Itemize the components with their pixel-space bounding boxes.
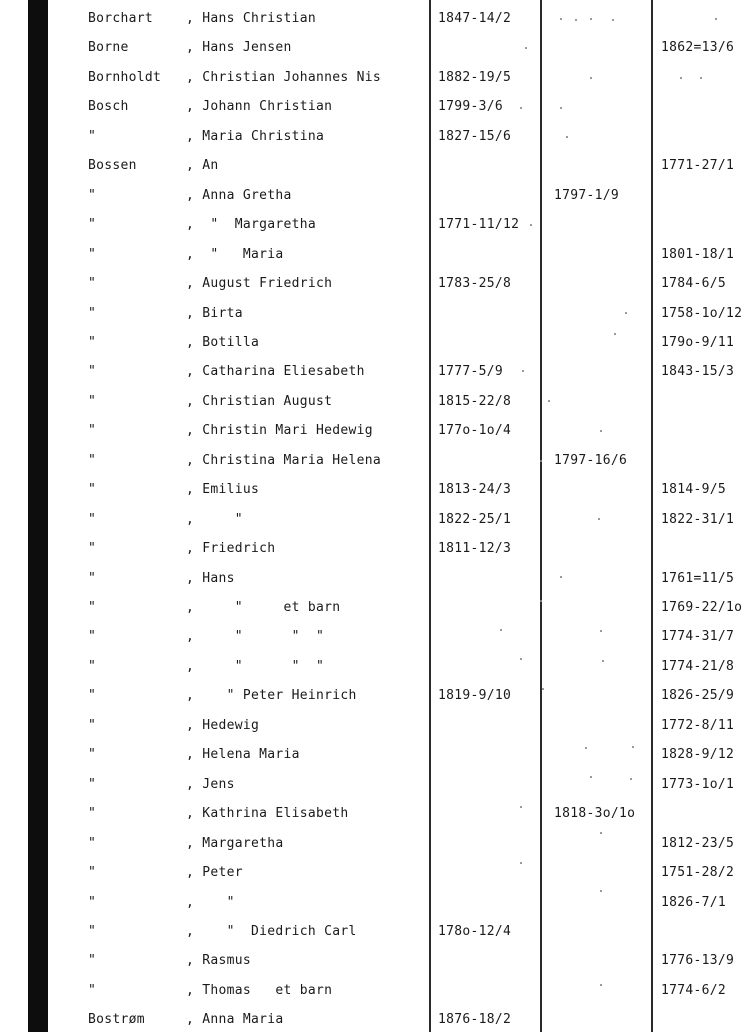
given-names-cell: , Christian Johannes Nis [186,69,382,85]
register-row [0,862,750,884]
register-row [0,597,750,619]
date-column-3-cell: 1826-25/9 [661,688,735,704]
surname-cell: Bosch [88,99,129,115]
date-column-3-cell: 179o-9/11 [661,334,735,350]
surname-cell: " [88,511,97,527]
date-column-3-cell: 1772-8/11 [661,717,735,733]
given-names-cell: , Hans Jensen [186,40,292,56]
surname-cell: " [88,364,97,380]
scan-speck [560,576,562,578]
surname-cell: " [88,276,97,292]
register-row [0,803,750,825]
register-row [0,67,750,89]
surname-cell: " [88,717,97,733]
scan-speck [560,107,562,109]
scan-speck [600,630,602,632]
scan-speck [600,890,602,892]
surname-cell: " [88,128,97,144]
register-row [0,420,750,442]
given-names-cell: , " [186,894,235,910]
given-names-cell: , Anna Maria [186,1012,284,1028]
date-column-2-cell: 1797-16/6 [554,452,628,468]
surname-cell: " [88,982,97,998]
given-names-cell: , Maria Christina [186,128,325,144]
scan-speck [600,430,602,432]
surname-cell: Bostrøm [88,1012,145,1028]
given-names-cell: , " et barn [186,600,341,615]
scan-speck [520,107,522,109]
date-column-1-cell: 1847-14/2 [438,11,512,26]
register-row [0,479,750,501]
surname-cell: " [88,423,97,439]
date-column-3-cell: 1773-1o/1 [661,776,735,792]
date-column-1-cell: 1882-19/5 [438,69,512,85]
scan-speck [520,658,522,660]
scan-speck [548,400,550,402]
given-names-cell: , Birta [186,305,243,321]
register-row [0,126,750,148]
scan-speck [625,312,627,314]
date-column-3-cell: 1822-31/1 [661,511,735,527]
register-row [0,244,750,266]
scan-speck [566,136,568,138]
scan-speck [600,832,602,834]
surname-cell: " [88,305,97,321]
register-row [0,980,750,1002]
register-row [0,774,750,796]
date-column-1-cell: 178o-12/4 [438,923,512,939]
register-row [0,626,750,648]
given-names-cell: , Peter [186,865,243,881]
surname-cell: " [88,600,97,615]
surname-cell: " [88,217,97,233]
date-column-3-cell: 1769-22/1o [661,600,743,615]
date-column-3-cell: 1843-15/3 [661,364,735,380]
given-names-cell: , Hedewig [186,717,260,733]
scan-speck [590,77,592,79]
surname-cell: " [88,658,97,674]
given-names-cell: , Christina Maria Helena [186,452,382,468]
scan-speck [602,660,604,662]
surname-cell: " [88,865,97,881]
surname-cell: " [88,747,97,763]
scan-speck [590,776,592,778]
register-row [0,715,750,737]
given-names-cell: , Christian August [186,393,333,409]
date-column-3-cell: 1774-31/7 [661,629,735,645]
date-column-1-cell: 1771-11/12 [438,217,520,233]
register-row [0,96,750,118]
given-names-cell: , " Margaretha [186,217,317,233]
surname-cell: " [88,482,97,498]
surname-cell: " [88,246,97,262]
register-row [0,892,750,914]
date-column-2-cell: 1818-3o/1o [554,806,636,822]
given-names-cell: , " [186,511,243,527]
scan-speck [520,806,522,808]
date-column-1-cell: 1813-24/3 [438,482,512,498]
scan-speck [715,18,717,20]
given-names-cell: , Rasmus [186,953,252,969]
surname-cell: " [88,923,97,939]
scan-speck [680,77,682,79]
register-row [0,509,750,531]
date-column-3-cell: 1828-9/12 [661,747,735,763]
register-row [0,361,750,383]
given-names-cell: , " Diedrich Carl [186,923,357,939]
date-column-3-cell: 1751-28/2 [661,865,735,881]
register-row [0,921,750,943]
surname-cell: Bornholdt [88,69,162,85]
date-column-1-cell: 1811-12/3 [438,541,512,557]
date-column-1-cell: 1815-22/8 [438,393,512,409]
given-names-cell: , " " " [186,629,325,645]
given-names-cell: , Botilla [186,334,260,350]
surname-cell: Bossen [88,158,137,174]
register-row [0,391,750,413]
register-row [0,214,750,236]
date-column-3-cell: 1814-9/5 [661,482,727,498]
date-column-3-cell: 1761=11/5 [661,570,735,586]
date-column-2-cell: 1797-1/9 [554,187,620,203]
scan-speck [525,47,527,49]
scan-speck [530,224,532,226]
surname-cell: " [88,629,97,645]
date-column-3-cell: 1826-7/1 [661,894,727,910]
date-column-3-cell: 1774-21/8 [661,658,735,674]
given-names-cell: , Emilius [186,482,260,498]
given-names-cell: , Helena Maria [186,747,300,763]
surname-cell: " [88,894,97,910]
register-row [0,656,750,678]
scan-speck [600,984,602,986]
date-column-3-cell: 1784-6/5 [661,276,727,292]
given-names-cell: , Christin Mari Hedewig [186,423,373,439]
scan-speck [575,19,577,21]
date-column-1-cell: 1819-9/10 [438,688,512,704]
date-column-3-cell: 1812-23/5 [661,835,735,851]
scan-speck [560,18,562,20]
surname-cell: " [88,776,97,792]
given-names-cell: , Johann Christian [186,99,333,115]
register-row [0,1009,750,1031]
scan-speck [585,747,587,749]
date-column-3-cell: 1862=13/6 [661,40,735,56]
given-names-cell: , Margaretha [186,835,284,851]
register-row [0,833,750,855]
date-column-1-cell: 1876-18/2 [438,1012,512,1028]
date-column-3-cell: 1758-1o/12 [661,305,743,321]
register-row [0,37,750,59]
given-names-cell: , " Peter Heinrich [186,688,357,704]
given-names-cell: , Kathrina Elisabeth [186,806,349,822]
date-column-3-cell: 1771-27/1 [661,158,735,174]
register-row [0,950,750,972]
given-names-cell: , Jens [186,776,235,792]
date-column-1-cell: 1822-25/1 [438,511,512,527]
scan-speck [542,688,544,690]
register-row [0,185,750,207]
scan-speck [632,746,634,748]
given-names-cell: , Hans Christian [186,11,317,26]
register-row [0,332,750,354]
date-column-1-cell: 1827-15/6 [438,128,512,144]
surname-cell: " [88,688,97,704]
register-row [0,273,750,295]
given-names-cell: , August Friedrich [186,276,333,292]
date-column-1-cell: 1799-3/6 [438,99,504,115]
given-names-cell: , An [186,158,219,174]
scan-speck [520,862,522,864]
surname-cell: " [88,541,97,557]
surname-cell: " [88,806,97,822]
date-column-1-cell: 177o-1o/4 [438,423,512,439]
surname-cell: Borne [88,40,129,56]
given-names-cell: , Anna Gretha [186,187,292,203]
given-names-cell: , Thomas et barn [186,982,333,998]
date-column-1-cell: 1783-25/8 [438,276,512,292]
scan-speck [614,333,616,335]
register-row [0,685,750,707]
given-names-cell: , " Maria [186,246,284,262]
scan-speck [540,600,542,602]
date-column-1-cell: 1777-5/9 [438,364,504,380]
scan-speck [540,460,542,462]
scan-speck [700,77,702,79]
surname-cell: " [88,570,97,586]
given-names-cell: , " " " [186,658,325,674]
register-row [0,568,750,590]
surname-cell: " [88,334,97,350]
scan-speck [598,518,600,520]
register-row [0,744,750,766]
surname-cell: " [88,452,97,468]
surname-cell: " [88,393,97,409]
date-column-3-cell: 1776-13/9 [661,953,735,969]
surname-cell: Borchart [88,11,154,26]
scan-speck [500,629,502,631]
surname-cell: " [88,187,97,203]
scan-speck [612,19,614,21]
surname-cell: " [88,835,97,851]
register-row [0,538,750,560]
scan-speck [630,778,632,780]
given-names-cell: , Friedrich [186,541,276,557]
scan-speck [522,370,524,372]
date-column-3-cell: 1801-18/1 [661,246,735,262]
register-row [0,450,750,472]
register-row [0,8,750,30]
register-row [0,155,750,177]
register-row [0,303,750,325]
scan-speck [590,18,592,20]
surname-cell: " [88,953,97,969]
date-column-3-cell: 1774-6/2 [661,982,727,998]
given-names-cell: , Hans [186,570,235,586]
given-names-cell: , Catharina Eliesabeth [186,364,365,380]
